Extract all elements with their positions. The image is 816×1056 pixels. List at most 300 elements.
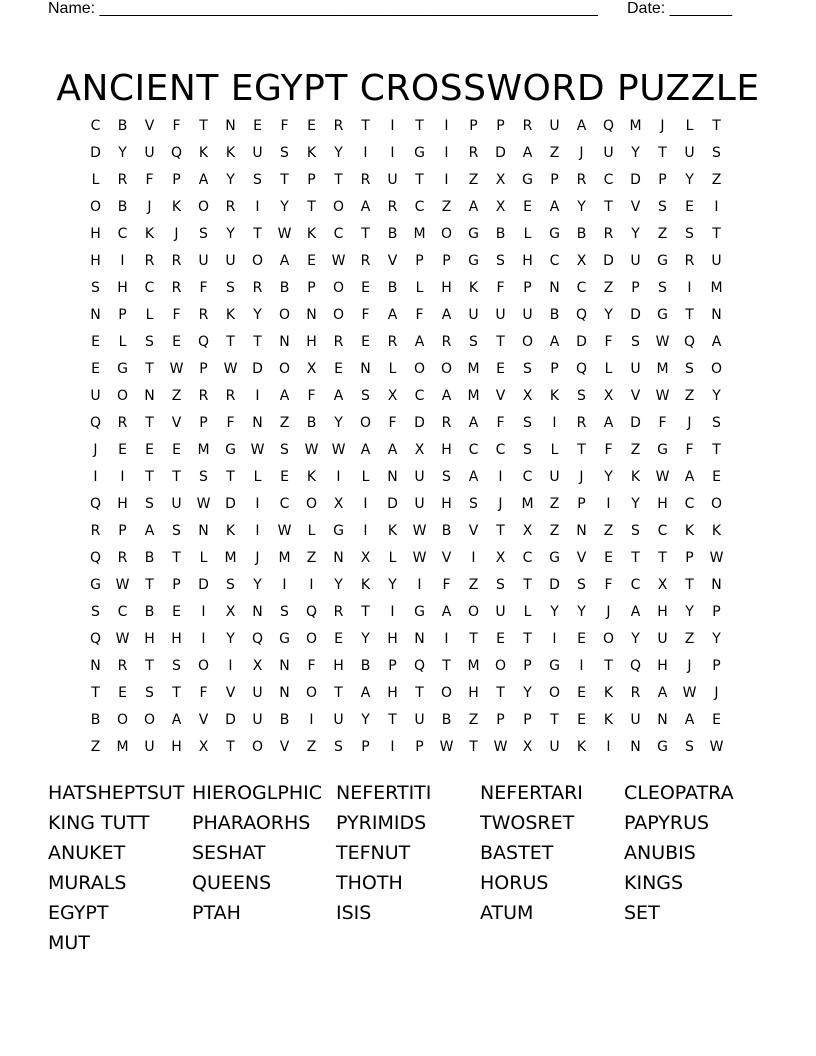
grid-cell: O: [521, 333, 534, 350]
grid-cell: I: [255, 495, 260, 512]
grid-cell: F: [496, 414, 505, 431]
grid-cell: K: [306, 225, 317, 242]
grid-cell: J: [687, 414, 692, 431]
grid-cell: B: [117, 117, 128, 134]
grid-cell: I: [336, 468, 341, 485]
grid-cell: R: [522, 117, 533, 134]
grid-cell: I: [201, 603, 206, 620]
grid-cell: X: [522, 522, 533, 539]
grid-cell: X: [495, 198, 506, 215]
word-bank-item: HIEROGLPHIC: [192, 782, 322, 804]
grid-cell: T: [388, 711, 397, 728]
grid-cell: B: [387, 279, 398, 296]
grid-cell: S: [631, 522, 640, 539]
grid-cell: H: [144, 630, 155, 647]
grid-cell: H: [90, 225, 101, 242]
grid-cell: N: [711, 306, 722, 323]
grid-cell: K: [225, 306, 236, 323]
grid-cell: C: [603, 171, 614, 188]
grid-cell: C: [657, 522, 668, 539]
grid-cell: U: [549, 738, 560, 755]
grid-cell: B: [144, 603, 155, 620]
grid-cell: L: [685, 117, 694, 134]
grid-cell: D: [630, 171, 641, 188]
grid-cell: N: [630, 738, 641, 755]
grid-cell: S: [361, 387, 370, 404]
grid-cell: D: [225, 495, 236, 512]
grid-cell: A: [387, 306, 398, 323]
grid-cell: I: [120, 252, 125, 269]
grid-cell: V: [468, 522, 479, 539]
grid-cell: Y: [334, 144, 343, 161]
grid-cell: A: [144, 522, 155, 539]
word-bank-item: ISIS: [336, 902, 372, 924]
grid-cell: O: [305, 684, 318, 701]
grid-cell: I: [444, 144, 449, 161]
grid-cell: E: [307, 252, 316, 269]
grid-cell: E: [253, 117, 262, 134]
grid-cell: S: [469, 333, 478, 350]
grid-cell: R: [117, 549, 128, 566]
grid-cell: R: [441, 414, 452, 431]
grid-cell: W: [169, 360, 184, 377]
grid-cell: E: [361, 333, 370, 350]
grid-cell: C: [414, 198, 425, 215]
grid-cell: C: [630, 576, 641, 593]
grid-cell: E: [361, 279, 370, 296]
grid-cell: M: [413, 225, 426, 242]
grid-cell: D: [414, 414, 425, 431]
grid-cell: S: [712, 144, 721, 161]
grid-cell: Y: [631, 495, 640, 512]
grid-cell: P: [307, 279, 316, 296]
grid-cell: K: [711, 522, 722, 539]
grid-cell: G: [657, 738, 668, 755]
grid-cell: P: [712, 657, 721, 674]
grid-cell: F: [145, 171, 154, 188]
grid-cell: O: [278, 306, 291, 323]
grid-cell: S: [685, 225, 694, 242]
grid-cell: A: [360, 684, 371, 701]
grid-cell: I: [444, 171, 449, 188]
grid-cell: P: [550, 171, 559, 188]
grid-cell: P: [172, 171, 181, 188]
grid-cell: U: [495, 306, 506, 323]
grid-cell: D: [630, 306, 641, 323]
grid-cell: E: [172, 333, 181, 350]
grid-cell: B: [441, 522, 452, 539]
grid-cell: J: [147, 198, 152, 215]
grid-cell: A: [684, 711, 695, 728]
grid-cell: S: [280, 441, 289, 458]
grid-cell: S: [145, 684, 154, 701]
grid-cell: A: [684, 468, 695, 485]
grid-cell: I: [606, 495, 611, 512]
grid-cell: N: [549, 279, 560, 296]
word-bank-item: SET: [624, 902, 660, 924]
grid-cell: F: [658, 414, 667, 431]
grid-cell: K: [387, 522, 398, 539]
grid-cell: A: [468, 198, 479, 215]
grid-cell: W: [412, 522, 427, 539]
grid-cell: T: [91, 684, 100, 701]
grid-cell: W: [655, 468, 670, 485]
grid-cell: D: [630, 414, 641, 431]
grid-cell: T: [172, 549, 181, 566]
grid-cell: I: [363, 495, 368, 512]
grid-cell: I: [255, 387, 260, 404]
grid-cell: P: [415, 252, 424, 269]
grid-cell: A: [576, 117, 587, 134]
grid-cell: X: [252, 657, 263, 674]
grid-cell: A: [657, 684, 668, 701]
grid-cell: R: [360, 171, 371, 188]
grid-cell: W: [439, 738, 454, 755]
grid-cell: I: [282, 576, 287, 593]
letter-grid: [82, 112, 730, 760]
grid-cell: U: [144, 738, 155, 755]
grid-cell: T: [361, 225, 370, 242]
grid-cell: R: [117, 657, 128, 674]
grid-cell: G: [657, 252, 668, 269]
grid-cell: R: [441, 333, 452, 350]
grid-cell: O: [467, 603, 480, 620]
grid-cell: G: [225, 441, 236, 458]
grid-cell: L: [118, 333, 127, 350]
grid-cell: O: [602, 630, 615, 647]
grid-cell: F: [442, 576, 451, 593]
grid-cell: I: [120, 468, 125, 485]
grid-cell: Y: [253, 576, 262, 593]
grid-cell: O: [305, 630, 318, 647]
grid-cell: B: [441, 711, 452, 728]
grid-cell: H: [657, 603, 668, 620]
grid-cell: S: [199, 468, 208, 485]
grid-cell: V: [387, 252, 398, 269]
grid-cell: A: [549, 198, 560, 215]
grid-cell: K: [576, 738, 587, 755]
grid-cell: K: [468, 279, 479, 296]
grid-cell: R: [144, 252, 155, 269]
grid-cell: N: [279, 684, 290, 701]
grid-cell: H: [468, 684, 479, 701]
grid-cell: E: [604, 549, 613, 566]
grid-cell: R: [90, 522, 101, 539]
grid-cell: F: [361, 306, 370, 323]
grid-cell: V: [144, 117, 155, 134]
name-line: Name: ________________________________________________________: [48, 0, 598, 17]
grid-cell: T: [496, 684, 505, 701]
grid-cell: P: [199, 414, 208, 431]
grid-cell: H: [117, 279, 128, 296]
grid-cell: F: [604, 441, 613, 458]
grid-cell: L: [199, 549, 208, 566]
word-bank-item: HATSHEPTSUT: [48, 782, 185, 804]
grid-cell: Z: [630, 441, 641, 458]
grid-cell: W: [412, 549, 427, 566]
grid-cell: E: [712, 711, 721, 728]
grid-cell: Y: [712, 630, 721, 647]
grid-cell: U: [90, 387, 101, 404]
grid-cell: P: [496, 117, 505, 134]
grid-cell: T: [523, 630, 532, 647]
grid-cell: T: [361, 117, 370, 134]
grid-cell: H: [441, 279, 452, 296]
grid-cell: Z: [711, 171, 722, 188]
grid-cell: E: [172, 441, 181, 458]
grid-cell: O: [143, 711, 156, 728]
grid-cell: B: [144, 549, 155, 566]
grid-cell: D: [549, 576, 560, 593]
grid-cell: U: [414, 495, 425, 512]
grid-cell: E: [118, 441, 127, 458]
grid-cell: Z: [171, 387, 182, 404]
grid-cell: P: [172, 576, 181, 593]
grid-cell: Z: [657, 225, 668, 242]
grid-cell: L: [415, 279, 424, 296]
grid-cell: V: [630, 198, 641, 215]
grid-cell: Z: [468, 711, 479, 728]
grid-cell: S: [199, 225, 208, 242]
grid-cell: R: [117, 171, 128, 188]
grid-cell: X: [522, 738, 533, 755]
grid-cell: H: [441, 495, 452, 512]
grid-cell: B: [360, 657, 371, 674]
grid-cell: N: [657, 711, 668, 728]
grid-cell: Q: [170, 144, 183, 161]
grid-cell: I: [390, 738, 395, 755]
grid-cell: U: [549, 117, 560, 134]
grid-cell: Y: [226, 225, 235, 242]
grid-cell: V: [198, 711, 209, 728]
grid-cell: E: [118, 684, 127, 701]
grid-cell: G: [117, 360, 128, 377]
grid-cell: N: [225, 117, 236, 134]
grid-cell: T: [550, 711, 559, 728]
grid-cell: I: [471, 549, 476, 566]
grid-cell: A: [441, 603, 452, 620]
word-bank-item: PAPYRUS: [624, 812, 710, 834]
grid-cell: A: [522, 144, 533, 161]
grid-cell: Y: [253, 306, 262, 323]
grid-cell: T: [145, 576, 154, 593]
grid-cell: U: [657, 630, 668, 647]
grid-cell: G: [657, 441, 668, 458]
grid-cell: G: [333, 522, 344, 539]
grid-cell: P: [442, 252, 451, 269]
grid-cell: O: [251, 738, 264, 755]
grid-cell: M: [278, 549, 291, 566]
grid-cell: Y: [685, 171, 694, 188]
grid-cell: J: [579, 468, 584, 485]
grid-cell: B: [279, 711, 290, 728]
grid-cell: C: [522, 549, 533, 566]
grid-cell: Y: [631, 225, 640, 242]
grid-cell: O: [116, 387, 129, 404]
grid-cell: K: [360, 576, 371, 593]
grid-cell: T: [523, 576, 532, 593]
grid-cell: U: [468, 306, 479, 323]
grid-cell: C: [117, 225, 128, 242]
grid-cell: R: [225, 387, 236, 404]
grid-cell: F: [604, 576, 613, 593]
grid-cell: R: [171, 252, 182, 269]
grid-cell: B: [387, 225, 398, 242]
grid-cell: Q: [629, 657, 642, 674]
grid-cell: T: [334, 171, 343, 188]
grid-cell: F: [388, 414, 397, 431]
grid-cell: D: [225, 711, 236, 728]
grid-cell: T: [442, 657, 451, 674]
grid-cell: T: [334, 684, 343, 701]
grid-cell: S: [712, 414, 721, 431]
grid-cell: S: [496, 252, 505, 269]
grid-cell: Y: [604, 306, 613, 323]
grid-cell: Q: [251, 630, 264, 647]
grid-cell: F: [280, 117, 289, 134]
grid-cell: W: [493, 738, 508, 755]
grid-cell: I: [390, 603, 395, 620]
grid-cell: M: [710, 279, 723, 296]
grid-cell: S: [658, 198, 667, 215]
grid-cell: W: [709, 738, 724, 755]
grid-cell: N: [306, 306, 317, 323]
grid-cell: L: [388, 549, 397, 566]
grid-cell: E: [577, 711, 586, 728]
word-bank-item: ATUM: [480, 902, 534, 924]
grid-cell: E: [334, 630, 343, 647]
grid-cell: X: [387, 387, 398, 404]
grid-cell: W: [196, 495, 211, 512]
grid-cell: F: [172, 117, 181, 134]
grid-cell: I: [228, 657, 233, 674]
grid-cell: I: [255, 198, 260, 215]
grid-cell: R: [387, 198, 398, 215]
grid-cell: K: [225, 522, 236, 539]
grid-cell: F: [199, 279, 208, 296]
grid-cell: I: [93, 468, 98, 485]
grid-cell: I: [714, 198, 719, 215]
grid-cell: D: [198, 576, 209, 593]
grid-cell: H: [171, 738, 182, 755]
grid-cell: S: [145, 333, 154, 350]
grid-cell: A: [360, 198, 371, 215]
grid-cell: T: [658, 549, 667, 566]
grid-cell: O: [359, 414, 372, 431]
worksheet-header: [48, 0, 748, 20]
grid-cell: E: [712, 468, 721, 485]
grid-cell: N: [90, 657, 101, 674]
grid-cell: A: [171, 711, 182, 728]
grid-cell: T: [226, 738, 235, 755]
grid-cell: U: [414, 468, 425, 485]
grid-cell: F: [415, 306, 424, 323]
grid-cell: S: [172, 522, 181, 539]
grid-cell: G: [657, 306, 668, 323]
grid-cell: I: [552, 414, 557, 431]
grid-cell: X: [414, 441, 425, 458]
grid-cell: Z: [603, 522, 614, 539]
grid-cell: Y: [550, 603, 559, 620]
grid-cell: A: [279, 252, 290, 269]
grid-cell: I: [687, 279, 692, 296]
grid-cell: W: [655, 387, 670, 404]
word-bank-item: KING TUTT: [48, 812, 150, 834]
grid-cell: Z: [306, 549, 317, 566]
grid-cell: G: [522, 171, 533, 188]
grid-cell: O: [440, 225, 453, 242]
grid-cell: P: [658, 171, 667, 188]
grid-cell: H: [657, 657, 668, 674]
grid-cell: J: [93, 441, 98, 458]
grid-cell: M: [521, 495, 534, 512]
grid-cell: T: [172, 468, 181, 485]
grid-cell: H: [306, 333, 317, 350]
grid-cell: U: [684, 144, 695, 161]
grid-cell: W: [304, 441, 319, 458]
grid-cell: H: [333, 657, 344, 674]
grid-cell: R: [198, 306, 209, 323]
grid-cell: C: [279, 495, 290, 512]
grid-cell: C: [495, 441, 506, 458]
grid-cell: O: [332, 306, 345, 323]
grid-cell: H: [522, 252, 533, 269]
word-bank-item: NEFERTITI: [336, 782, 432, 804]
grid-cell: P: [118, 522, 127, 539]
grid-cell: Q: [89, 414, 102, 431]
grid-cell: Y: [577, 198, 586, 215]
grid-cell: T: [253, 225, 262, 242]
grid-cell: A: [549, 333, 560, 350]
grid-cell: L: [550, 441, 559, 458]
grid-cell: N: [144, 387, 155, 404]
grid-cell: T: [199, 117, 208, 134]
word-bank-item: EGYPT: [48, 902, 109, 924]
word-bank-item: BASTET: [480, 842, 554, 864]
grid-cell: A: [279, 387, 290, 404]
grid-cell: S: [523, 414, 532, 431]
grid-cell: F: [496, 279, 505, 296]
grid-cell: S: [253, 171, 262, 188]
grid-cell: Q: [602, 117, 615, 134]
grid-cell: I: [309, 711, 314, 728]
grid-cell: P: [199, 360, 208, 377]
grid-cell: C: [684, 495, 695, 512]
grid-cell: T: [226, 468, 235, 485]
grid-cell: S: [91, 279, 100, 296]
grid-cell: I: [363, 144, 368, 161]
grid-cell: R: [333, 603, 344, 620]
grid-cell: V: [171, 414, 182, 431]
grid-cell: E: [91, 360, 100, 377]
grid-cell: K: [225, 144, 236, 161]
grid-cell: T: [496, 522, 505, 539]
grid-cell: R: [684, 252, 695, 269]
grid-cell: E: [307, 117, 316, 134]
grid-cell: S: [172, 657, 181, 674]
word-bank-item: HORUS: [480, 872, 549, 894]
grid-cell: U: [225, 252, 236, 269]
grid-cell: Q: [89, 495, 102, 512]
grid-cell: G: [468, 252, 479, 269]
grid-cell: F: [604, 333, 613, 350]
grid-cell: C: [144, 279, 155, 296]
word-bank-item: SESHAT: [192, 842, 266, 864]
grid-cell: D: [90, 144, 101, 161]
grid-cell: M: [224, 549, 237, 566]
grid-cell: S: [280, 603, 289, 620]
word-bank-item: KINGS: [624, 872, 684, 894]
